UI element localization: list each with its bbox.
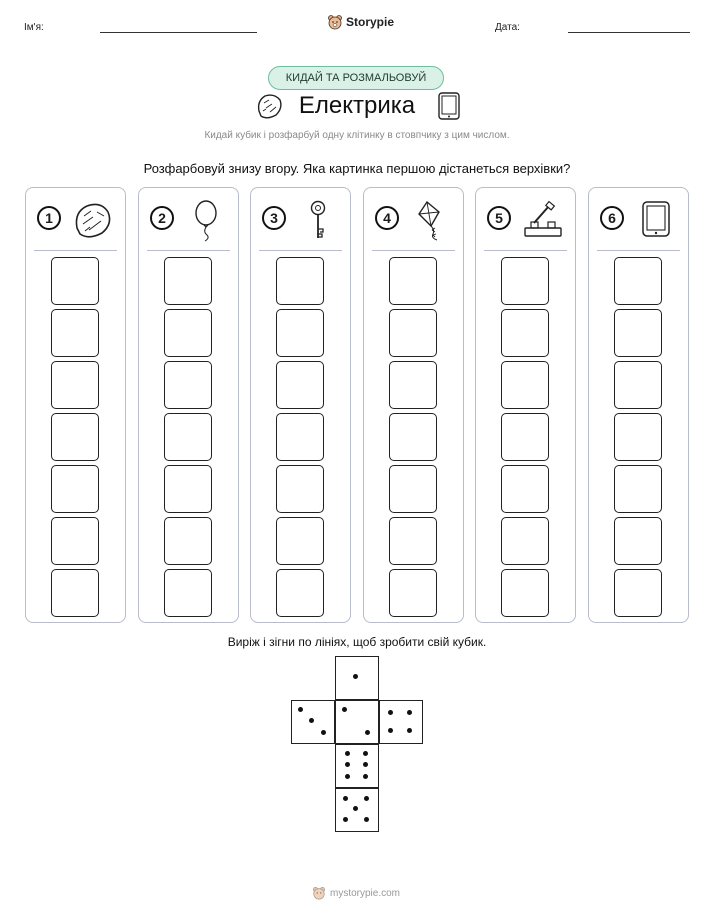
color-cell[interactable] — [164, 361, 212, 409]
tablet-icon — [436, 91, 462, 121]
color-cell[interactable] — [389, 465, 437, 513]
balloon-icon — [184, 198, 228, 242]
column-divider — [259, 250, 342, 251]
color-cell[interactable] — [614, 465, 662, 513]
column-4 — [363, 187, 464, 623]
page-title: Електрика — [298, 92, 416, 119]
column-6 — [588, 187, 689, 623]
die-face-5 — [335, 788, 379, 832]
color-cell[interactable] — [51, 569, 99, 617]
column-3 — [250, 187, 351, 623]
color-cell[interactable] — [164, 465, 212, 513]
color-cell[interactable] — [614, 517, 662, 565]
column-divider — [372, 250, 455, 251]
color-cell[interactable] — [276, 569, 324, 617]
color-cell[interactable] — [501, 361, 549, 409]
color-cell[interactable] — [276, 309, 324, 357]
color-cell[interactable] — [164, 309, 212, 357]
column-divider — [147, 250, 230, 251]
color-cell[interactable] — [389, 569, 437, 617]
color-cell[interactable] — [614, 569, 662, 617]
color-cell[interactable] — [501, 309, 549, 357]
column-divider — [484, 250, 567, 251]
color-cell[interactable] — [501, 413, 549, 461]
column-divider — [597, 250, 680, 251]
column-divider — [34, 250, 117, 251]
brand-logo — [327, 14, 394, 30]
knife-switch-icon — [521, 198, 565, 242]
die-face-3 — [291, 700, 335, 744]
tablet-icon — [634, 198, 678, 242]
kite-icon — [409, 198, 453, 242]
color-cell[interactable] — [51, 517, 99, 565]
color-cell[interactable] — [389, 361, 437, 409]
die-face-2 — [335, 700, 379, 744]
color-cell[interactable] — [501, 517, 549, 565]
color-cell[interactable] — [501, 569, 549, 617]
bear-mascot-icon — [312, 886, 326, 900]
color-cell[interactable] — [51, 465, 99, 513]
key-icon — [296, 198, 340, 242]
column-1 — [25, 187, 126, 623]
color-cell[interactable] — [501, 465, 549, 513]
column-2 — [138, 187, 239, 623]
color-cell[interactable] — [164, 569, 212, 617]
name-label: Ім'я: — [24, 22, 44, 33]
footer — [312, 886, 400, 900]
activity-badge: КИДАЙ ТА РОЗМАЛЬОВУЙ — [268, 66, 444, 90]
color-cell[interactable] — [164, 257, 212, 305]
bear-mascot-icon — [327, 14, 343, 30]
color-cell[interactable] — [276, 413, 324, 461]
column-number: 5 — [487, 206, 511, 230]
color-cell[interactable] — [276, 257, 324, 305]
color-cell[interactable] — [276, 517, 324, 565]
color-cell[interactable] — [276, 361, 324, 409]
color-cell[interactable] — [389, 517, 437, 565]
color-cell[interactable] — [51, 257, 99, 305]
color-cell[interactable] — [614, 257, 662, 305]
color-cell[interactable] — [614, 413, 662, 461]
date-label: Дата: — [495, 22, 520, 33]
color-cell[interactable] — [389, 413, 437, 461]
column-number: 3 — [262, 206, 286, 230]
color-cell[interactable] — [614, 309, 662, 357]
coal-icon — [71, 198, 115, 242]
subtitle: Кидай кубик і розфарбуй одну клітинку в стовпчику з цим числом. — [204, 130, 510, 141]
footer-url[interactable]: mystorypie.com — [330, 887, 401, 899]
die-face-1 — [335, 656, 379, 700]
date-field-line[interactable] — [568, 32, 690, 33]
color-cell[interactable] — [164, 517, 212, 565]
color-cell[interactable] — [389, 257, 437, 305]
column-number: 6 — [600, 206, 624, 230]
column-number: 4 — [375, 206, 399, 230]
color-cell[interactable] — [614, 361, 662, 409]
color-cell[interactable] — [51, 309, 99, 357]
color-cell[interactable] — [164, 413, 212, 461]
die-face-6 — [335, 744, 379, 788]
column-number: 1 — [37, 206, 61, 230]
color-cell[interactable] — [276, 465, 324, 513]
cube-instruction: Виріж і зігни по лініях, щоб зробити свій кубик. — [227, 635, 487, 649]
column-5 — [475, 187, 576, 623]
instruction: Розфарбовуй знизу вгору. Яка картинка першою дістанеться верхівки? — [143, 161, 571, 176]
color-cell[interactable] — [389, 309, 437, 357]
column-number: 2 — [150, 206, 174, 230]
color-cell[interactable] — [51, 413, 99, 461]
color-cell[interactable] — [51, 361, 99, 409]
color-cell[interactable] — [501, 257, 549, 305]
name-field-line[interactable] — [100, 32, 257, 33]
brand-name: Storypie — [346, 15, 395, 29]
die-face-4 — [379, 700, 423, 744]
